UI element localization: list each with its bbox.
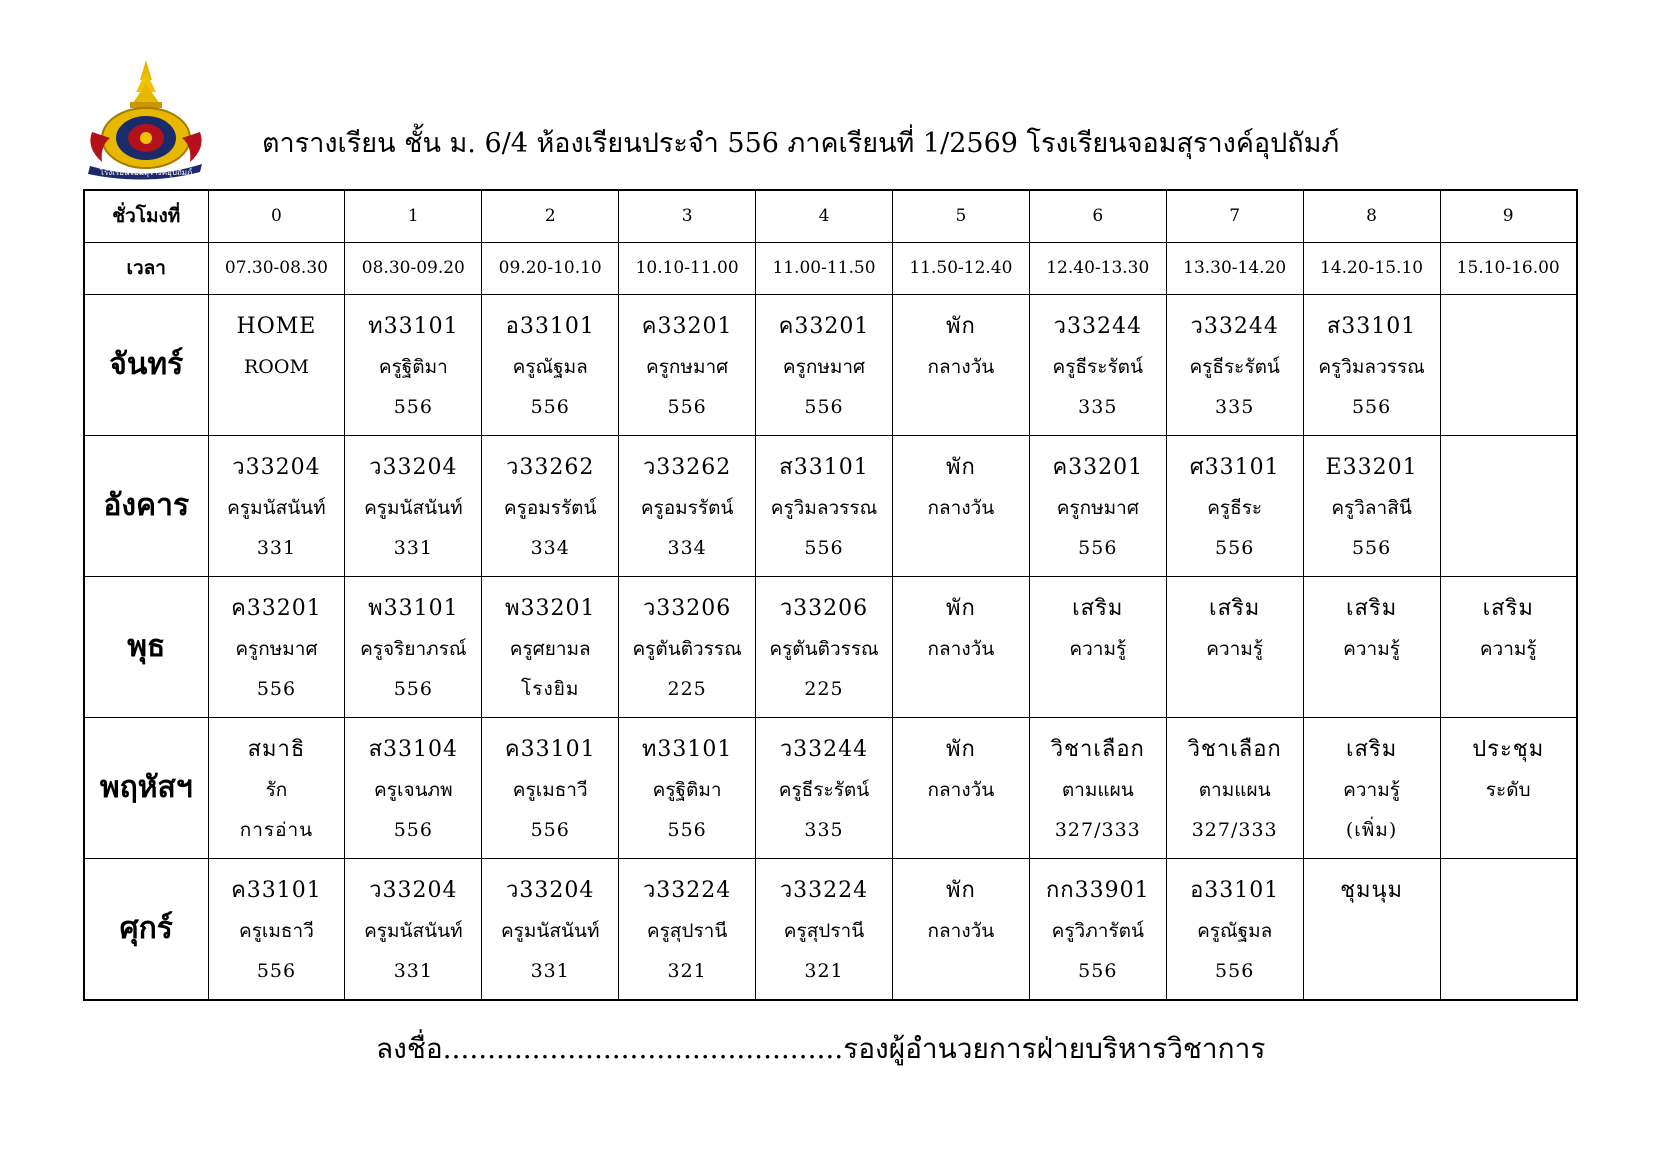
teacher-name: ระดับ [1485, 778, 1531, 801]
teacher-name: ความรู้ [1479, 637, 1537, 660]
class-slot [208, 858, 345, 1000]
class-slot [482, 435, 619, 576]
period-time: 13.30-14.20 [1166, 242, 1303, 294]
class-slot [482, 294, 619, 435]
teacher-name: ครูเจนภพ [374, 778, 453, 801]
teacher-name: ครูอมรรัตน์ [503, 496, 597, 519]
class-slot [619, 858, 756, 1000]
teacher-name: ครูฐิติมา [378, 355, 448, 378]
class-slot [1029, 294, 1166, 435]
class-slot [892, 435, 1029, 576]
teacher-name: ครูสุปรานี [646, 919, 728, 942]
room-number: 556 [393, 818, 433, 841]
class-slot [1440, 294, 1577, 435]
teacher-name: ครูกษมาศ [782, 355, 866, 378]
teacher-name: ครูเมธาวี [512, 778, 588, 801]
teacher-name: ครูมนัสนันท์ [364, 919, 463, 942]
day-row [84, 294, 1577, 435]
teacher-name: ครูสุปรานี [783, 919, 865, 942]
period-time: 12.40-13.30 [1029, 242, 1166, 294]
period-time: 11.00-11.50 [756, 242, 893, 294]
class-slot [345, 576, 482, 717]
day-name: พฤหัสฯ [84, 717, 208, 858]
room-number: 327/333 [1054, 818, 1141, 841]
subject-code: ว33224 [779, 877, 869, 903]
teacher-name: ROOM [243, 355, 309, 378]
class-slot [1166, 294, 1303, 435]
subject-code: ส33104 [368, 736, 459, 762]
room-number: 556 [1215, 536, 1255, 559]
period-number: 4 [756, 190, 893, 242]
class-slot [1166, 435, 1303, 576]
class-slot [1166, 576, 1303, 717]
class-slot [1440, 435, 1577, 576]
subject-code: ว33206 [779, 595, 869, 621]
subject-code: ค33201 [641, 313, 733, 339]
teacher-name: ครูจริยาภรณ์ [360, 637, 467, 660]
class-slot [1166, 717, 1303, 858]
room-number: 556 [256, 959, 297, 982]
period-header-row [84, 190, 1577, 242]
class-slot [1303, 435, 1440, 576]
subject-code: ประชุม [1472, 736, 1545, 762]
room-number: 331 [393, 959, 433, 982]
teacher-name: ความรู้ [1343, 637, 1400, 660]
class-slot [619, 717, 756, 858]
class-slot [756, 858, 893, 1000]
room-number: 331 [530, 959, 570, 982]
class-slot [1303, 576, 1440, 717]
class-slot [756, 576, 893, 717]
room-number: 556 [393, 395, 433, 418]
time-header-row [84, 242, 1577, 294]
teacher-name: กลางวัน [927, 496, 995, 519]
class-slot [619, 435, 756, 576]
subject-code: พัก [945, 313, 976, 339]
class-slot [208, 576, 345, 717]
day-row [84, 435, 1577, 576]
teacher-name: ครูวิมลวรรณ [1318, 355, 1425, 378]
class-slot [1303, 858, 1440, 1000]
class-slot [756, 435, 893, 576]
class-slot [756, 294, 893, 435]
subject-code: พ33101 [368, 595, 459, 621]
page-title: ตารางเรียน ชั้น ม. 6/4 ห้องเรียนประจำ 556 ภาคเรียนที่ 1/2569 โรงเรียนจอมสุรางค์อุปถัมภ์ [262, 128, 1340, 159]
subject-code: ว33244 [779, 736, 869, 762]
class-slot [619, 294, 756, 435]
class-slot [208, 294, 345, 435]
subject-code: ค33201 [1052, 454, 1144, 480]
period-number: 1 [345, 190, 482, 242]
period-time: 08.30-09.20 [345, 242, 482, 294]
room-number: 556 [393, 677, 433, 700]
room-number: (เพิ่ม) [1345, 818, 1398, 841]
class-slot [1029, 576, 1166, 717]
class-slot [345, 294, 482, 435]
teacher-name: ครูณัฐมล [512, 355, 588, 378]
teacher-name: รัก [265, 778, 288, 801]
room-number: 556 [256, 677, 297, 700]
period-time: 11.50-12.40 [892, 242, 1029, 294]
class-slot [1303, 717, 1440, 858]
teacher-name: กลางวัน [927, 355, 995, 378]
room-number: 556 [667, 395, 707, 418]
day-row [84, 717, 1577, 858]
subject-code: ว33204 [369, 877, 458, 903]
teacher-name: ครูตันติวรรณ [632, 637, 742, 660]
subject-code: HOME [236, 313, 317, 339]
class-slot [892, 576, 1029, 717]
subject-code: สมาธิ [247, 736, 306, 762]
teacher-name: ครูธีระรัตน์ [1189, 355, 1280, 378]
teacher-name: กลางวัน [927, 637, 995, 660]
teacher-name: ครูมนัสนันท์ [364, 496, 463, 519]
class-slot [482, 576, 619, 717]
class-slot [208, 435, 345, 576]
subject-code: ค33101 [231, 877, 322, 903]
period-time: 09.20-10.10 [482, 242, 619, 294]
subject-code: วิชาเลือก [1050, 736, 1145, 762]
teacher-name: ครูธีระรัตน์ [778, 778, 870, 801]
room-number: 334 [530, 536, 570, 559]
room-number: 556 [1078, 959, 1118, 982]
subject-code: พ33201 [504, 595, 596, 621]
class-slot [1440, 858, 1577, 1000]
subject-code: อ33101 [1190, 877, 1280, 903]
teacher-name: ครูกษมาศ [1056, 496, 1139, 519]
period-number: 3 [619, 190, 756, 242]
subject-code: พัก [945, 736, 976, 762]
teacher-name: ครูอมรรัตน์ [640, 496, 734, 519]
subject-code: ส33101 [779, 454, 869, 480]
teacher-name: ความรู้ [1069, 637, 1127, 660]
teacher-name: ครูธีระ [1207, 496, 1263, 519]
subject-code: เสริม [1482, 595, 1534, 621]
period-time: 07.30-08.30 [208, 242, 345, 294]
subject-code: ว33204 [232, 454, 321, 480]
room-number: 225 [667, 677, 707, 700]
period-time: 14.20-15.10 [1303, 242, 1440, 294]
room-number: 334 [667, 536, 707, 559]
subject-code: ท33101 [368, 313, 459, 339]
room-number: 556 [1215, 959, 1255, 982]
teacher-name: กลางวัน [927, 778, 995, 801]
teacher-name: ความรู้ [1343, 778, 1400, 801]
teacher-name: ครูธีระรัตน์ [1052, 355, 1144, 378]
period-number: 5 [892, 190, 1029, 242]
subject-code: เสริม [1345, 736, 1398, 762]
class-slot [1440, 576, 1577, 717]
room-number: 556 [804, 395, 844, 418]
room-number: 556 [530, 818, 570, 841]
class-slot [892, 858, 1029, 1000]
school-logo [82, 58, 210, 182]
subject-code: ว33224 [642, 877, 732, 903]
subject-code: ว33262 [506, 454, 595, 480]
teacher-name: ครูศยามล [509, 637, 591, 660]
room-number: 321 [667, 959, 707, 982]
class-slot [1029, 435, 1166, 576]
room-number: 331 [393, 536, 433, 559]
class-slot [756, 717, 893, 858]
class-slot [1303, 294, 1440, 435]
class-slot [1029, 858, 1166, 1000]
subject-code: เสริม [1072, 595, 1124, 621]
subject-code: วิชาเลือก [1187, 736, 1282, 762]
teacher-name: ครูกษมาศ [646, 355, 729, 378]
subject-code: เสริม [1345, 595, 1398, 621]
subject-code: ค33201 [231, 595, 322, 621]
room-number: โรงยิม [521, 677, 580, 700]
teacher-name: ครูวิลาสินี [1331, 496, 1412, 519]
room-number: 327/333 [1191, 818, 1278, 841]
room-number: 335 [1078, 395, 1118, 418]
signature-line: ลงชื่อ.............................................รองผู้อำนวยการฝ่ายบริหารวิชาการ [376, 1032, 1266, 1065]
svg-text:โรงเรียนจอมสุรางค์อุปถัมภ์: โรงเรียนจอมสุรางค์อุปถัมภ์ [99, 168, 193, 177]
room-number: 556 [667, 818, 707, 841]
day-row [84, 858, 1577, 1000]
subject-code: ว33206 [642, 595, 732, 621]
subject-code: ชุมนุม [1340, 877, 1404, 903]
period-number: 9 [1440, 190, 1577, 242]
day-name: ศุกร์ [84, 858, 208, 1000]
subject-code: ว33262 [642, 454, 732, 480]
day-name: จันทร์ [84, 294, 208, 435]
room-number: 225 [804, 677, 844, 700]
subject-code: อ33101 [505, 313, 595, 339]
subject-code: กก33901 [1045, 877, 1150, 903]
subject-code: ว33244 [1053, 313, 1142, 339]
teacher-name: ครูฐิติมา [652, 778, 722, 801]
class-slot [892, 717, 1029, 858]
period-number: 6 [1029, 190, 1166, 242]
teacher-name: ครูเมธาวี [239, 919, 314, 942]
subject-code: ศ33101 [1189, 454, 1280, 480]
teacher-name: ครูวิภารัตน์ [1051, 919, 1144, 942]
room-number: 556 [1078, 536, 1118, 559]
teacher-name: ครูวิมลวรรณ [770, 496, 878, 519]
time-label: เวลา [84, 242, 208, 294]
period-time: 10.10-11.00 [619, 242, 756, 294]
teacher-name: ครูกษมาศ [235, 637, 318, 660]
subject-code: ว33204 [369, 454, 458, 480]
period-number: 7 [1166, 190, 1303, 242]
class-slot [482, 717, 619, 858]
subject-code: พัก [945, 877, 976, 903]
timetable [83, 189, 1578, 1001]
subject-code: พัก [945, 454, 976, 480]
room-number: 335 [804, 818, 844, 841]
teacher-name: ครูณัฐมล [1197, 919, 1273, 942]
class-slot [482, 858, 619, 1000]
room-number: การอ่าน [239, 818, 314, 841]
subject-code: ค33201 [778, 313, 870, 339]
class-slot [345, 858, 482, 1000]
period-number: 8 [1303, 190, 1440, 242]
subject-code: ค33101 [504, 736, 596, 762]
teacher-name: ตามแผน [1061, 778, 1134, 801]
subject-code: ส33101 [1326, 313, 1417, 339]
teacher-name: ความรู้ [1206, 637, 1264, 660]
class-slot [1440, 717, 1577, 858]
room-number: 556 [1351, 536, 1392, 559]
room-number: 556 [804, 536, 844, 559]
day-row [84, 576, 1577, 717]
class-slot [345, 435, 482, 576]
subject-code: ท33101 [641, 736, 733, 762]
subject-code: พัก [945, 595, 976, 621]
day-name: พุธ [84, 576, 208, 717]
period-number: 0 [208, 190, 345, 242]
room-number: 556 [530, 395, 570, 418]
teacher-name: ตามแผน [1198, 778, 1271, 801]
class-slot [892, 294, 1029, 435]
subject-code: ว33244 [1190, 313, 1279, 339]
teacher-name: ครูตันติวรรณ [769, 637, 879, 660]
room-number: 331 [256, 536, 297, 559]
room-number: 335 [1215, 395, 1255, 418]
period-label: ชั่วโมงที่ [84, 190, 208, 242]
teacher-name: ครูมนัสนันท์ [227, 496, 326, 519]
room-number: 556 [1351, 395, 1392, 418]
subject-code: ว33204 [506, 877, 595, 903]
class-slot [1029, 717, 1166, 858]
class-slot [208, 717, 345, 858]
period-time: 15.10-16.00 [1440, 242, 1577, 294]
period-number: 2 [482, 190, 619, 242]
class-slot [1166, 858, 1303, 1000]
subject-code: เสริม [1209, 595, 1261, 621]
teacher-name: กลางวัน [927, 919, 995, 942]
class-slot [619, 576, 756, 717]
class-slot [345, 717, 482, 858]
teacher-name: ครูมนัสนันท์ [500, 919, 600, 942]
subject-code: E33201 [1325, 454, 1418, 480]
day-name: อังคาร [84, 435, 208, 576]
room-number: 321 [804, 959, 844, 982]
